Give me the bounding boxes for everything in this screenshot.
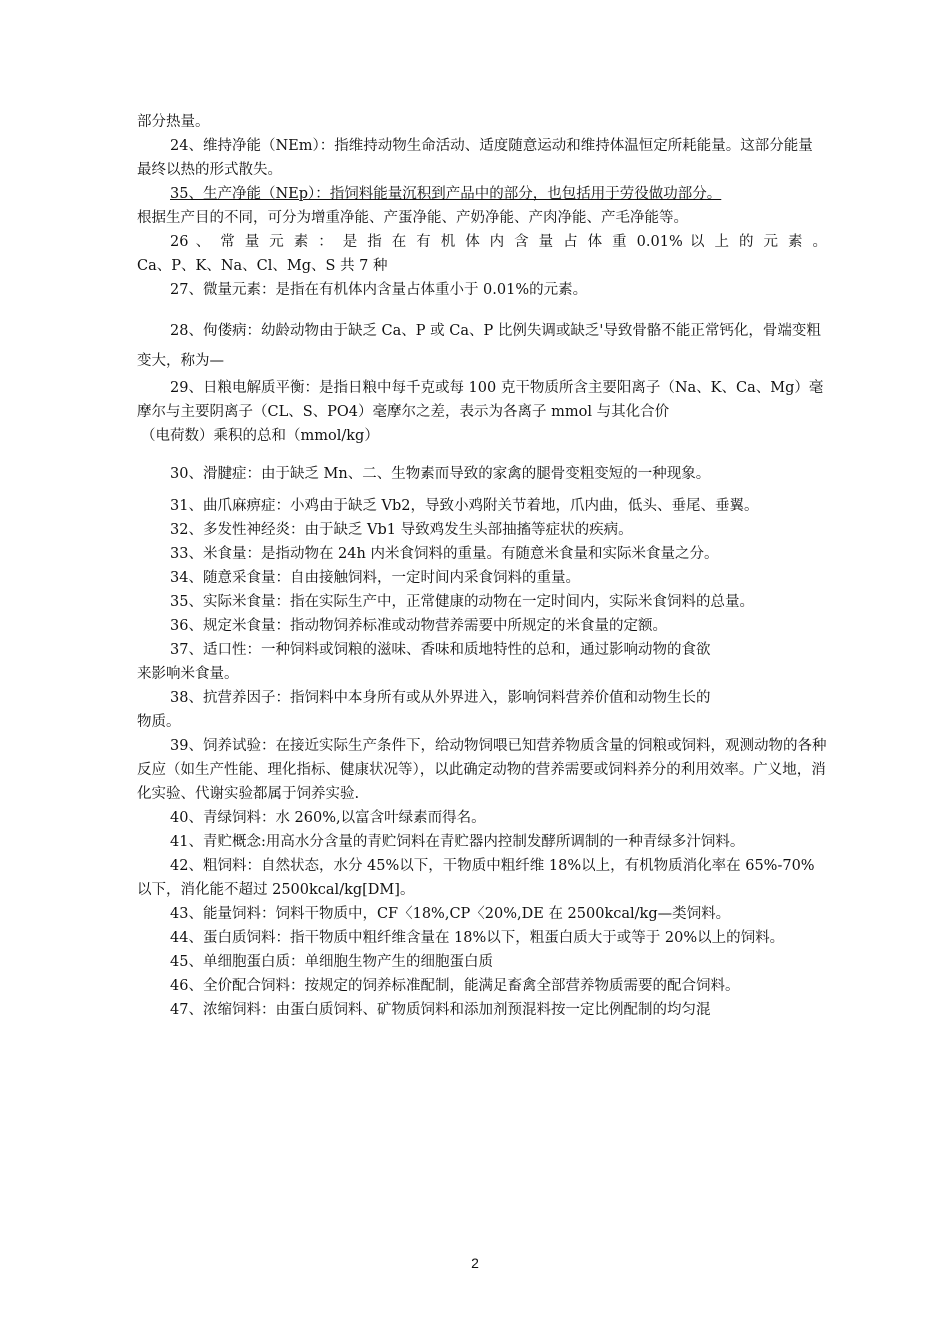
definition-24: 24、维持净能（NEm）：指维持动物生命活动、适度随意运动和维持体温恒定所耗能量。这部分能量最终以热的形式散失。 [137, 138, 813, 178]
definition-41: 41、青贮概念:用高水分含量的青贮饲料在青贮器内控制发酵所调制的一种青绿多汁饲料。 [170, 834, 745, 850]
definition-35-nep: 35、生产净能（NEp）：指饲料能量沉积到产品中的部分，也包括用于劳役做功部分。 [170, 186, 722, 202]
definition-37: 37、适口性：一种饲料或饲粮的滋味、香味和质地特性的总和，通过影响动物的食欲 [170, 642, 711, 658]
definition-39: 39、饲养试验：在接近实际生产条件下，给动物饲喂已知营养物质含量的饲粮或饲料，观测动物的各种反应（如生产性能、理化指标、健康状况等），以此确定动物的营养需要或饲料养分的利用效率。广义地，消化实验、代谢实验都属于饲养实验. [137, 738, 827, 802]
definition-29: 29、日粮电解质平衡：是指日粮中每千克或每 100 克干物质所含主要阳离子（Na、K、Ca、Mg）毫摩尔与主要阴离子（CL、S、PO4）毫摩尔之差，表示为各离子 mmol 与其化合价 [137, 380, 824, 420]
paragraph: Ca、P、K、Na、Cl、Mg、S 共 7 种 [137, 258, 388, 274]
definition-47: 47、浓缩饲料：由蛋白质饲料、矿物质饲料和添加剂预混料按一定比例配制的均匀混 [170, 1002, 711, 1018]
definition-42: 42、粗饲料：自然状态，水分 45%以下，干物质中粗纤维 18%以上，有机物质消化率在 65%-70%以下，消化能不超过 2500kcal/kg[DM]。 [137, 858, 815, 898]
definition-46: 46、全价配合饲料：按规定的饲养标准配制，能满足畜禽全部营养物质需要的配合饲料。 [170, 978, 740, 994]
definition-36: 36、规定米食量：指动物饲养标准或动物营养需要中所规定的米食量的定额。 [170, 618, 667, 634]
definition-33: 33、米食量：是指动物在 24h 内米食饲料的重量。有随意米食量和实际米食量之分。 [170, 546, 719, 562]
definition-28: 28、佝偻病：幼龄动物由于缺乏 Ca、P 或 Ca、P 比例失调或缺乏'导致骨骼不能正常钙化，骨端变粗变大，称为— [137, 323, 821, 369]
definition-44: 44、蛋白质饲料：指干物质中粗纤维含量在 18%以下，粗蛋白质大于或等于 20%以上的饲料。 [170, 930, 785, 946]
paragraph: 来影响米食量。 [137, 666, 239, 682]
definition-35: 35、实际米食量：指在实际生产中，正常健康的动物在一定时间内，实际米食饲料的总量。 [170, 594, 754, 610]
definition-32: 32、多发性神经炎：由于缺乏 Vb1 导致鸡发生头部抽搐等症状的疾病。 [170, 522, 633, 538]
page-number: 2 [471, 1255, 479, 1271]
definition-45: 45、单细胞蛋白质：单细胞生物产生的细胞蛋白质 [170, 954, 493, 970]
paragraph: 根据生产目的不同，可分为增重净能、产蛋净能、产奶净能、产肉净能、产毛净能等。 [137, 210, 688, 226]
paragraph: 物质。 [137, 714, 181, 730]
definition-34: 34、随意采食量：自由接触饲料，一定时间内采食饲料的重量。 [170, 570, 580, 586]
definition-38: 38、抗营养因子：指饲料中本身所有或从外界进入，影响饲料营养价值和动物生长的 [170, 690, 711, 706]
paragraph: 部分热量。 [137, 114, 210, 130]
definition-43: 43、能量饲料：饲料干物质中，CF〈18%,CP〈20%,DE 在 2500kcal/kg—类饲料。 [170, 906, 731, 922]
page-body [137, 110, 827, 1022]
paragraph: （电荷数）乘积的总和（mmol/kg） [141, 428, 379, 444]
definition-26: 26 、 常 量 元 素 ： 是 指 在 有 机 体 内 含 量 占 体 重 0.01% 以 上 的 元 素 。 [170, 234, 827, 250]
definition-27: 27、微量元素：是指在有机体内含量占体重小于 0.01%的元素。 [170, 282, 588, 298]
definition-30: 30、滑腱症：由于缺乏 Mn、二、生物素而导致的家禽的腿骨变粗变短的一种现象。 [170, 466, 711, 482]
definition-40: 40、青绿饲料：水 260%,以富含叶绿素而得名。 [170, 810, 486, 826]
definition-31: 31、曲爪麻痹症：小鸡由于缺乏 Vb2，导致小鸡附关节着地，爪内曲，低头、垂尾、垂翼。 [170, 498, 759, 514]
